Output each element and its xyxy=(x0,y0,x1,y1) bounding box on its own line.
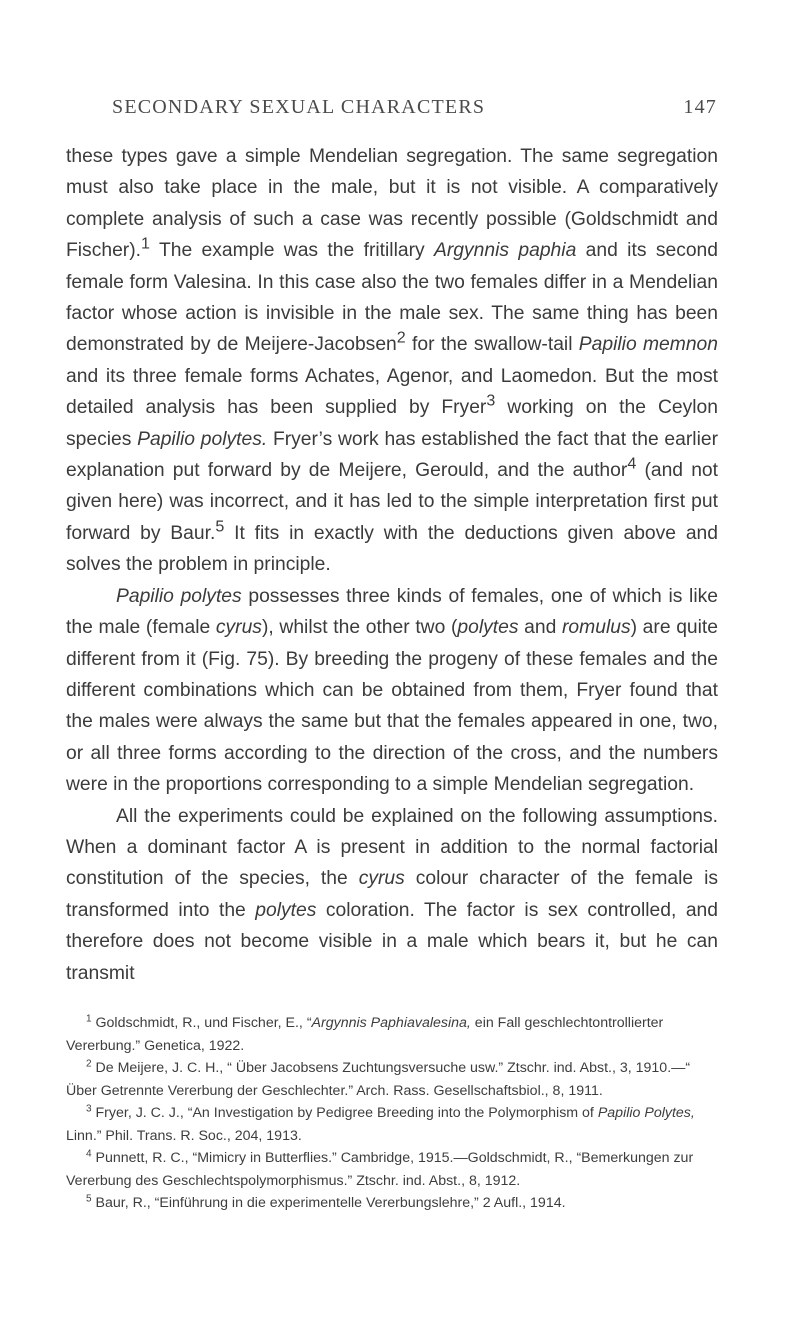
paragraph-3 xyxy=(66,801,718,989)
species-name: Argynnis paphia xyxy=(434,240,577,262)
text-run: ) are quite different from it (Fig. 75). By breeding the progeny of these females and the different combinations which can be obtained from them, Fryer found that the males were always the same but that the females appeared in one, two, or all three forms according to the direction of the cross, and the numbers were in the proportions corresponding to a simple Mendelian segregation. xyxy=(66,617,719,796)
text-run: (and not given here) was incorrect, and it has led to the simple interpretation first put forward by Baur. xyxy=(66,460,719,544)
species-name: Papilio polytes xyxy=(116,585,242,607)
footnote-3 xyxy=(66,1102,718,1147)
footnotes xyxy=(66,1012,718,1215)
footnote-text: Linn.” Phil. Trans. R. Soc., 204, 1913. xyxy=(66,1127,302,1144)
footnote-text: De Meijere, J. C. H., “ Über Jacobsens Zuchtungsversuche usw.” Ztschr. ind. Abst., 3, 1910.—“ Über Getrennte Vererbung der Geschlechter.” Arch. Rass. Gesellschaftsbiol., 8, 1911. xyxy=(66,1060,691,1099)
footnote-text: Fryer, J. C. J., “An Investigation by Pedigree Breeding into the Polymorphism of xyxy=(91,1105,598,1121)
footnote-ref-4: 4 xyxy=(627,454,637,473)
text-run: and its three female forms Achates, Agenor, and Laomedon. But the most detailed analysis has been supplied by Fryer xyxy=(66,365,718,419)
footnote-ref-5: 5 xyxy=(215,517,225,536)
footnote-marker: 4 xyxy=(86,1148,92,1160)
footnote-ref-3: 3 xyxy=(486,391,496,410)
text-run: colour character of the female is transformed into the xyxy=(66,868,718,921)
form-name: polytes xyxy=(255,899,317,921)
form-name: polytes xyxy=(457,617,519,639)
text-run: It fits in exactly with the deductions given above and solves the problem in principle. xyxy=(66,522,718,576)
footnote-ref-1: 1 xyxy=(141,234,150,253)
text-run: ), whilst the other two ( xyxy=(261,617,458,639)
body-text xyxy=(66,141,718,989)
text-run: All the experiments could be explained on the following assumptions. When a dominant factor A is present in addition to the normal factorial constitution of the species, the xyxy=(66,805,718,890)
text-run: coloration. The factor is sex controlled, and therefore does not become visible in a male which bears it, but he can transmit xyxy=(66,899,718,984)
page-number: 147 xyxy=(683,96,717,118)
form-name: cyrus xyxy=(215,617,262,639)
text-run: these types gave a simple Mendelian segregation. The same segregation must also take place in the male, but it is not visible. A comparatively complete analysis of such a case was recently possible (Goldschmidt and Fischer). xyxy=(66,146,718,262)
footnote-text: Punnett, R. C., “Mimicry in Butterflies.” Cambridge, 1915.—Goldschmidt, R., “Bemerkungen zur Vererbung des Geschlechtspolymorphismus.” Ztschr. ind. Abst., 8, 1912. xyxy=(66,1150,694,1189)
footnote-marker: 2 xyxy=(86,1058,92,1070)
paragraph-2 xyxy=(66,581,718,801)
text-run: working on the Ceylon species xyxy=(66,397,718,450)
text-run: and its second female form Valesina. In this case also the two females differ in a Mendelian factor whose action is invisible in the male sex. The same thing has been demonstrated by de Meijere-Jacobsen xyxy=(66,240,718,356)
footnote-5 xyxy=(66,1192,718,1215)
text-run: for the swallow-tail xyxy=(405,334,579,356)
footnote-marker: 5 xyxy=(86,1193,92,1205)
text-run: possesses three kinds of females, one of which is like the male (female xyxy=(66,585,718,639)
text-run: and xyxy=(518,617,563,639)
form-name: cyrus xyxy=(358,868,405,890)
paragraph-1 xyxy=(66,141,718,581)
running-title: SECONDARY SEXUAL CHARACTERS xyxy=(112,96,486,118)
footnote-marker: 3 xyxy=(86,1103,92,1115)
footnote-4 xyxy=(66,1147,718,1192)
species-name: Papilio memnon xyxy=(578,334,718,356)
text-run: The example was the fritillary xyxy=(149,240,435,262)
form-name: romulus xyxy=(562,617,631,639)
footnote-title-italic: Argynnis Paphiavalesina, xyxy=(311,1015,471,1031)
text-run: Fryer’s work has established the fact that the earlier explanation put forward by de Meijere, Gerould, and the author xyxy=(66,428,719,482)
footnote-1 xyxy=(66,1012,718,1057)
species-name: Papilio polytes. xyxy=(137,428,268,450)
footnote-text: Goldschmidt, R., und Fischer, E., “ xyxy=(91,1015,312,1031)
footnote-ref-2: 2 xyxy=(396,329,406,348)
footnote-text: Baur, R., “Einführung in die experimentelle Vererbungslehre,” 2 Aufl., 1914. xyxy=(91,1195,566,1211)
footnote-text: ein Fall geschlechtontrollierter Vererbung.” Genetica, 1922. xyxy=(66,1015,664,1054)
footnote-title-italic: Papilio Polytes, xyxy=(597,1105,695,1121)
footnote-marker: 1 xyxy=(86,1013,92,1025)
footnote-2 xyxy=(66,1057,718,1102)
